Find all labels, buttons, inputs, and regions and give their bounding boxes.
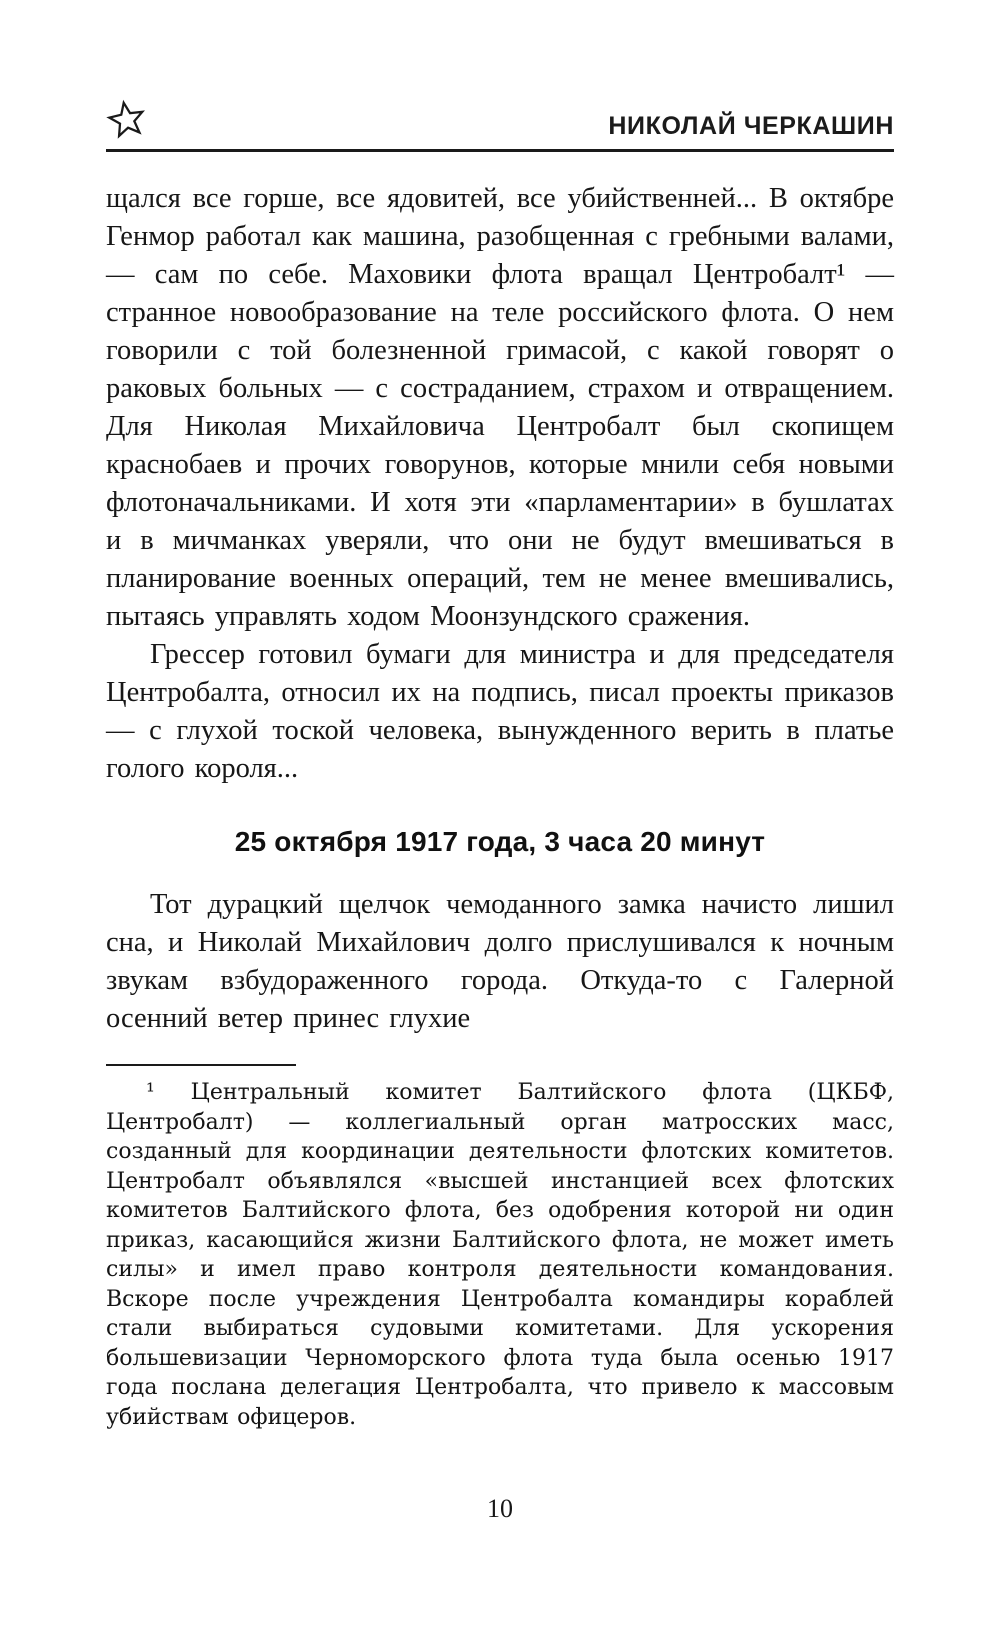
star-icon <box>102 95 152 149</box>
header-rule <box>106 149 894 152</box>
page-body <box>106 180 894 1038</box>
page-number: 10 <box>487 1494 513 1523</box>
section-heading: 25 октября 1917 года, 3 часа 20 минут <box>234 826 766 857</box>
body-paragraph: Грессер готовил бумаги для министра и для председателя Центробалта, относил их на подпись, писал проекты приказов — с глухой тоской человека, вынужденного верить в платье голого короля... <box>106 639 894 784</box>
footnote-text: ¹ Центральный комитет Балтийского флота (ЦКБФ, Центробалт) — коллегиальный орган матросских масс, созданный для координации деятельности флотских комитетов. Центробалт объявлялся «высшей инстанцией всех флотских комитетов Балтийского флота, без одобрения которой ни один приказ, касающийся жизни Балтийского флота, не может иметь силы» и имел право контроля деятельности командования. Вскоре после учреждения Центробалта командиры кораблей стали выбираться судовыми комитетами. Для ускорения большевизации Черноморского флота туда была осенью 1917 года послана делегация Центробалта, что привело к массовым убийствам офицеров. <box>106 1080 894 1430</box>
footnote-rule <box>106 1064 296 1066</box>
body-paragraph: щался все горше, все ядовитей, все убийственней... В октябре Генмор работал как машина, разобщенная с гребными валами, — сам по себе. Маховики флота вращал Центробалт¹ — странное новообразование на теле российского флота. О нем говорили с той болезненной гримасой, с какой говорят о раковых больных — с состраданием, страхом и отвращением. Для Николая Михайловича Центробалт был скопищем краснобаев и прочих говорунов, которые мнили себя новыми флотоначальниками. И хотя эти «парламентарии» в бушлатах и в мичманках уверяли, что они не будут вмешиваться в планирование военных операций, тем не менее вмешивались, пытаясь управлять ходом Моонзундского сражения. <box>106 183 894 632</box>
body-paragraph: Тот дурацкий щелчок чемоданного замка начисто лишил сна, и Николай Михайлович долго прислушивался к ночным звукам взбудораженного города. Откуда-то с Галерной осенний ветер принес глухие <box>106 889 894 1034</box>
header-author: НИКОЛАЙ ЧЕРКАШИН <box>608 112 894 140</box>
footnote <box>106 1064 894 1432</box>
page-header <box>106 0 894 141</box>
